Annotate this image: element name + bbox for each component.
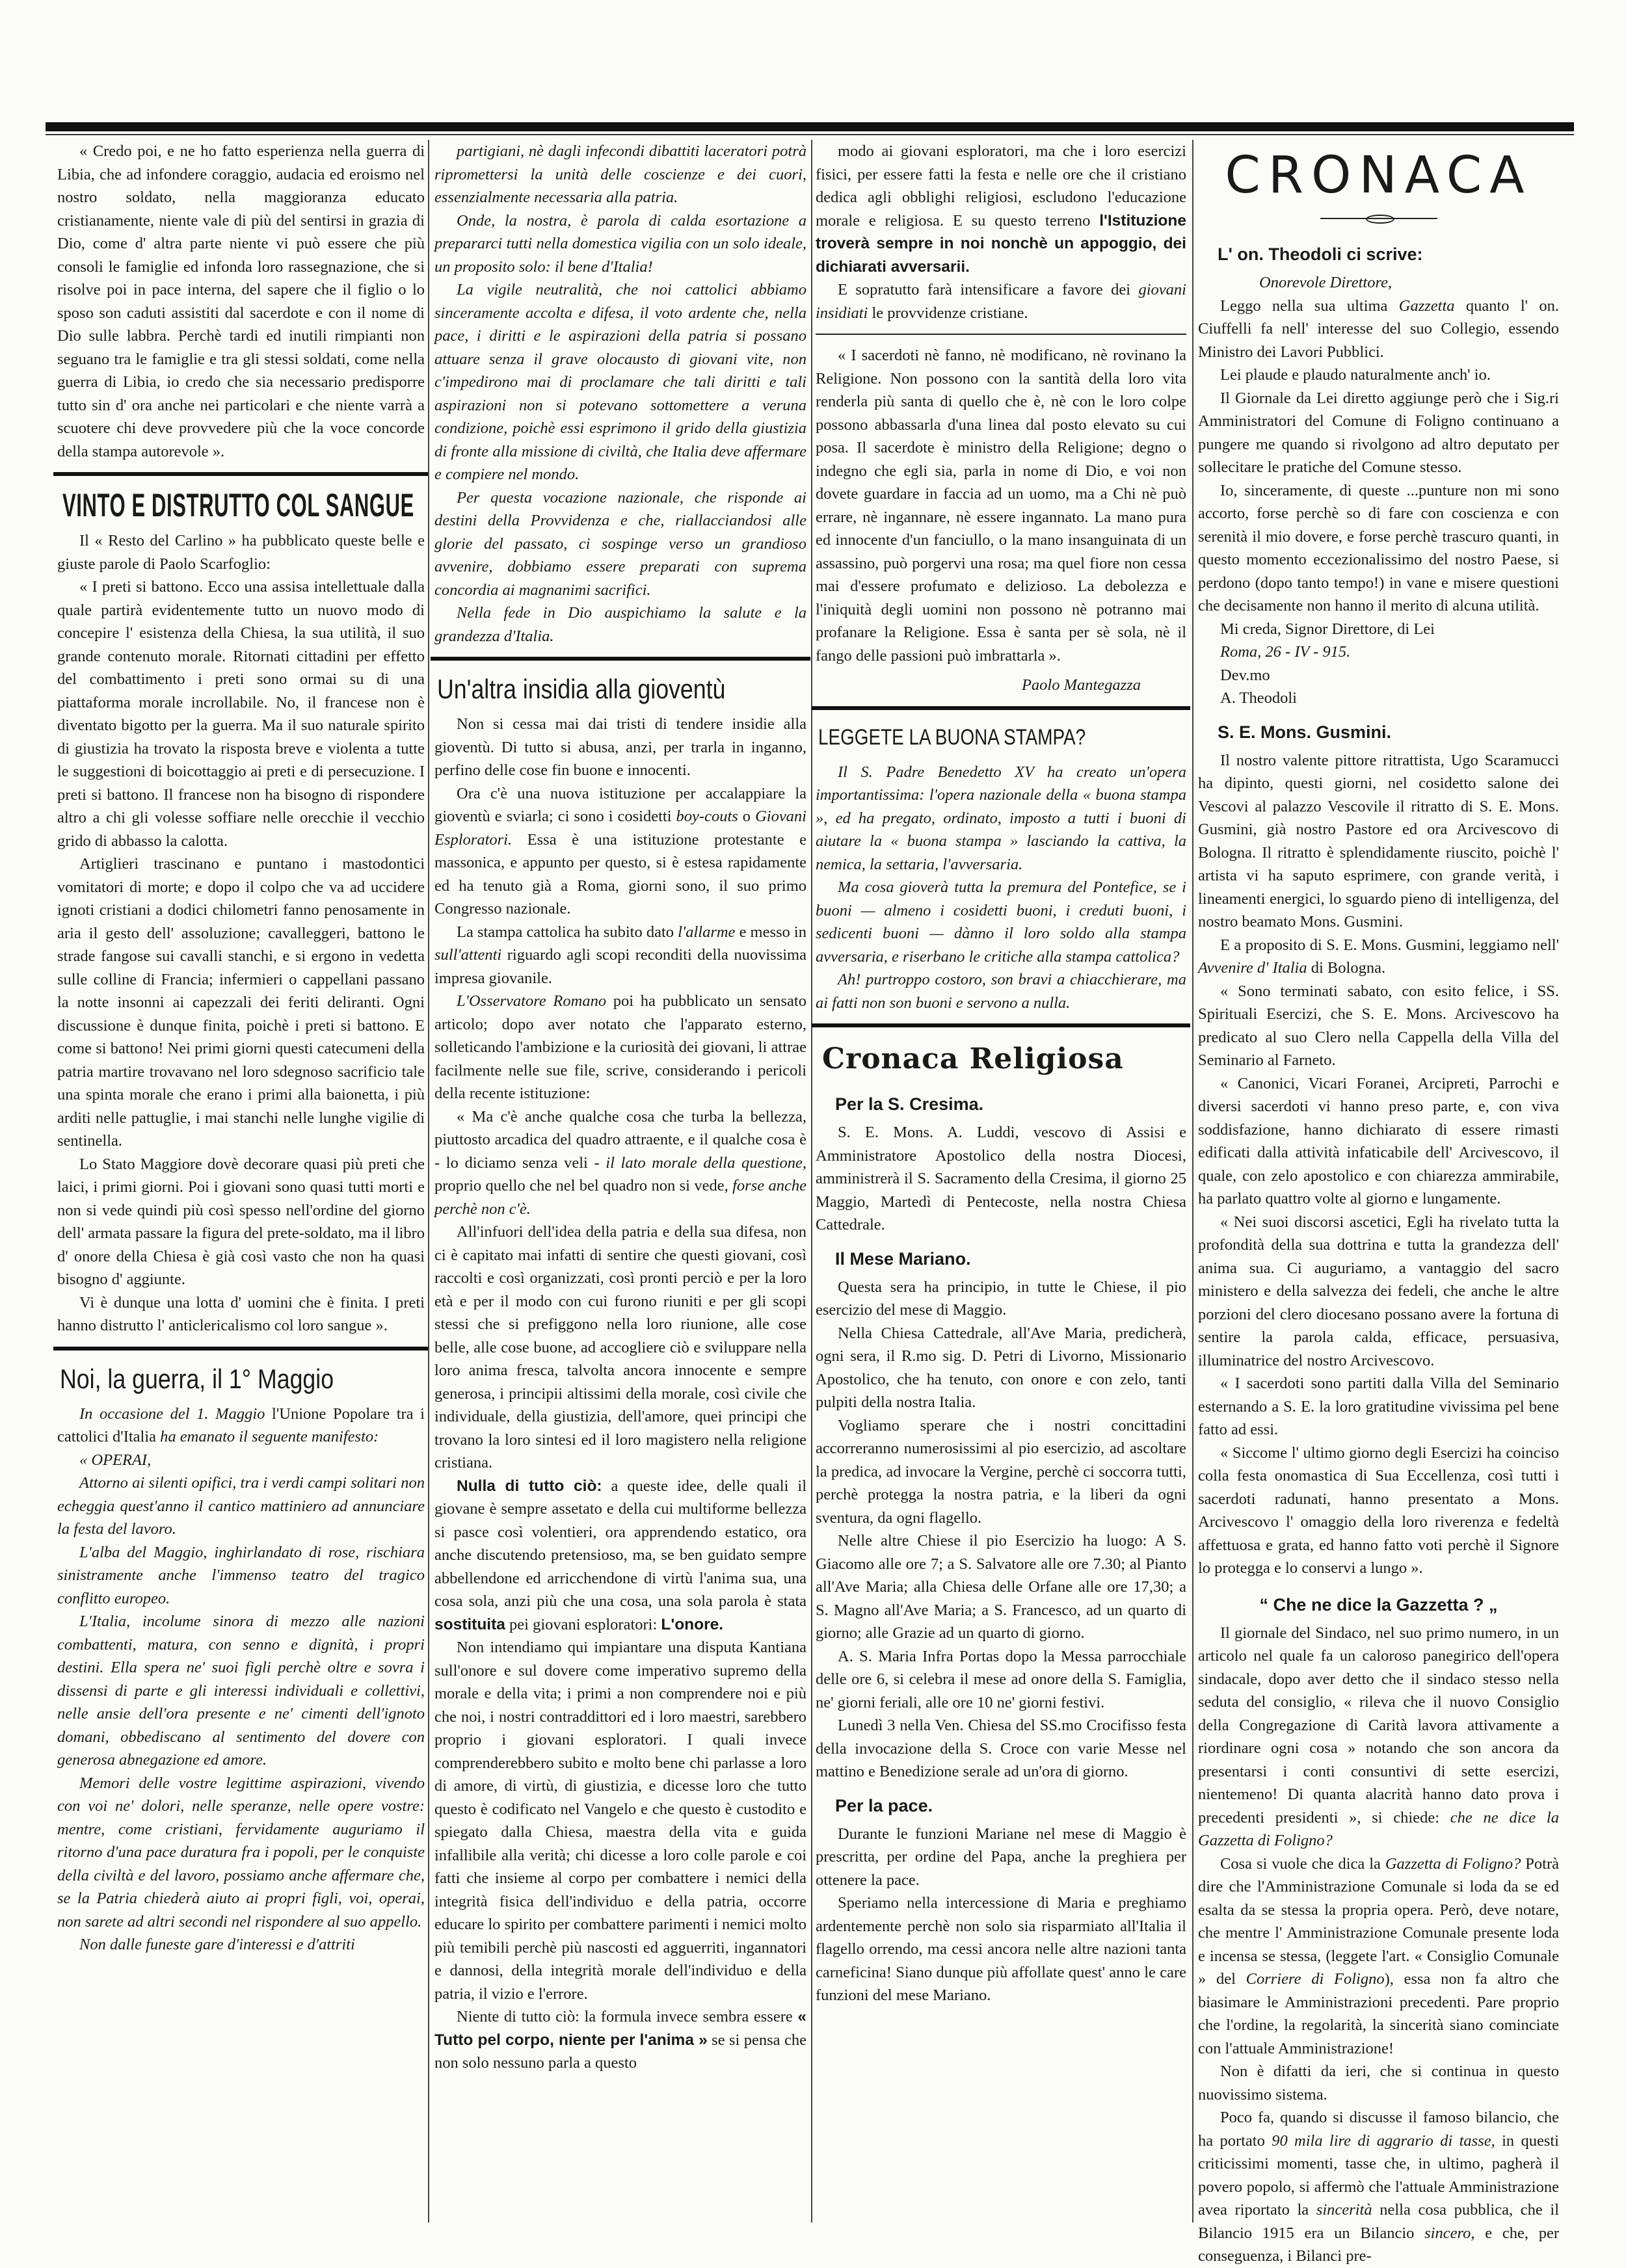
paragraph: « I preti si battono. Ecco una assisa intellettuale dalla quale partirà evidentemente tutto un nuovo modo di concepire l' esistenza della Chiesa, la sua utilità, il suo grande contenuto morale. Ritornati cittadini per effetto del combattimento i preti sono ormai su di una piattaforma morale incrollabile. No, il francese non è diventato bigotto per la guerra. Ma il suo naturale spirito di giustizia ha trovato la risposta breve e violenta a tutte le suggestioni di boicottaggio ai preti e di persecuzione. I preti si battono. Il francese non ha bisogno di rispondere altro a chi gli volesse soffiare nelle orecchie il vecchio grido di abbasso la calotta. — [57, 578, 425, 850]
paragraph — [816, 278, 1186, 324]
column-1 — [57, 140, 425, 2222]
ornament-divider — [1320, 218, 1437, 219]
paragraph — [1198, 934, 1559, 980]
article-headline: VINTO E DISTRUTTO COL SANGUE — [62, 487, 414, 523]
paragraph: Lunedì 3 nella Ven. Chiesa del SS.mo Crocifisso festa della invocazione della S. Croce con varie Messe nel mattino e Benedizione serale ad un'ora di giorno. — [816, 1717, 1186, 1780]
text-run: Nulla di tutto ciò: — [457, 1477, 602, 1495]
text-run: sull'attenti — [434, 946, 502, 964]
paragraph: « Nei suoi discorsi ascetici, Egli ha rivelato tutta la profondità della sua dottrina e tutta la grandezza dell' anima sua. Ci auguriamo, a vantaggio del sacro ministero e della salvezza dei fedeli, che anche le altre porzioni del clero diocesano possano avere la fortuna di sentire la parola calda, efficace, persuasiva, illuminatrice del nostro Arcivescovo. — [1198, 1213, 1559, 1369]
text-run: di Bologna. — [1307, 959, 1386, 977]
column-divider — [1192, 140, 1193, 2222]
text-run: Corriere di Foligno — [1246, 1970, 1385, 1988]
paragraph — [434, 2005, 806, 2075]
paragraph — [434, 1105, 806, 1221]
section-header: Cronaca Religiosa — [822, 1042, 1124, 1075]
paragraph: Mi creda, Signor Direttore, di Lei — [1220, 620, 1435, 638]
text-run: e messo in — [735, 923, 806, 941]
section-masthead: CRONACA — [1225, 146, 1532, 205]
text-run: Gazzetta — [1398, 297, 1455, 315]
text-run: e che, per conseguenza, i Bilanci pre- — [1198, 2224, 1559, 2265]
paragraph — [1198, 1853, 1559, 2061]
paragraph: Per questa vocazione nazionale, che risponde ai destini della Provvidenza e che, riallacciandosi alle glorie del passato, ci sospinge verso un grandioso avvenire, dobbiamo essere preparati con suprema concordia ai magnanimi sacrifici. — [434, 488, 806, 599]
text-run: L'Osservatore Romano — [457, 992, 607, 1010]
column-3 — [816, 140, 1186, 2222]
text-run: forse anche perchè non c'è. — [434, 1177, 807, 1218]
paragraph: L'alba del Maggio, inghirlandato di rose, rischiara sinistramente anche l'immenso teatro del tragico conflitto europeo. — [57, 1543, 425, 1607]
paragraph: Ah! purtroppo costoro, son bravi a chiacchierare, ma ai fatti non son buoni e servono a nulla. — [816, 971, 1186, 1012]
paragraph: Il S. Padre Benedetto XV ha creato un'opera importantissima: l'opera nazionale della « buona stampa », ed ha pregato, ordinato, imposto a tutti i buoni di aiutare la « buona stampa » lasciando la cattiva, la nemica, la settaria, l'avversaria. — [816, 763, 1186, 873]
paragraph: partigiani, nè dagli infecondi dibattiti laceratori potrà ripromettersi la unità delle coscienze e dei cuori, essenzialmente necessaria alla patria. — [434, 142, 806, 206]
text-run: Leggo nella sua ultima — [1220, 297, 1399, 315]
text-run: Il giornale del Sindaco, nel suo primo numero, in un articolo nel quale fa un caloroso panegirico dell'opera sindacale, dopo aver detto che il sindaco stesso nella seduta del consiglio, « rileva che il nuovo Consiglio della Congregazione di Carità lavora attivamente a riordinare ogni cosa » notando che son ancora da presentarsi i conti consuntivi di sette esercizi, nientemeno! Di quanta alacrità hanno dato prova i precedenti presidenti », si chiede: — [1198, 1624, 1559, 1826]
text-run: l'Istituzione troverà sempre in noi nonchè un appoggio, dei dichiarati avversarii. — [816, 211, 1186, 276]
text-run: a queste idee, delle quali il giovane è sempre assetato e della cui multiforme bellezza si pasce così volentieri, ora apprendendo estatico, ora anche discutendo pretensioso, ma, se ben guidato sempre abbellendone ed arricchendone di virtù l'anima sua, una cosa sola, anzi più che una cosa, una sola parola è stata — [434, 1477, 807, 1610]
letter-closing: Dev.mo — [1220, 666, 1270, 684]
paragraph: Onde, la nostra, è parola di calda esortazione a prepararci tutti nella domestica vigilia con un solo ideale, un proposito solo: il bene d'Italia! — [434, 211, 806, 276]
paragraph: Lei plaude e plaudo naturalmente anch' io. — [1220, 366, 1491, 384]
paragraph — [1198, 1622, 1559, 1853]
column-divider — [811, 140, 812, 2222]
paragraph: Nella Chiesa Cattedrale, all'Ave Maria, predicherà, ogni sera, il R.mo sig. D. Petri di Livorno, Missionario Apostolico, che ha tenuto, con onore e con zelo, tanti pulpiti della nostra Italia. — [816, 1324, 1186, 1411]
text-run: modo ai giovani esploratori, ma che i loro esercizi fisici, per essere fatti la festa e nelle ore che il cristiano dedica agli obblighi religiosi, escludono l'educazione morale e religiosa. E su questo terreno — [816, 142, 1186, 230]
paragraph: Il nostro valente pittore ritrattista, Ugo Scaramucci ha dipinto, questi giorni, nel cosidetto salone dei Vescovi al palazzo Vescovile il ritratto di S. E. Mons. Gusmini, già nostro Pastore ed ora Arcivescovo di Bologna. Il ritratto è splendidamente riuscito, poichè l' artista vi ha saputo esprimere, con grande verità, i lineamenti energici, lo sguardo pieno di intelligenza, del nostro beamato Mons. Gusmini. — [1198, 751, 1559, 930]
text-run: Potrà dire che l'Amministrazione Comunale si loda da se ed esalta da se stessa la propria opera. Però, deve notare, che mentre l' Amministrazione Comunale presente loda e incensa se stessa, (leggete l'art. « Consiglio Comunale » del — [1198, 1854, 1559, 1988]
paragraph — [1198, 295, 1559, 364]
text-run: Gazzetta di Foligno? — [1385, 1854, 1521, 1873]
subheading: Il Mese Mariano. — [835, 1248, 971, 1269]
text-run: Essa è una istituzione protestante e massonica, e appunto per questo, si è estesa rapidamente ed ha tenuto già a Roma, giorni sono, il suo primo Congresso nazionale. — [434, 830, 806, 917]
article-headline: Un'altra insidia alla gioventù — [437, 674, 726, 704]
text-run: sincero, — [1424, 2224, 1475, 2242]
text-run: E a proposito di S. E. Mons. Gusmini, leggiamo nell' — [1220, 936, 1559, 954]
paragraph: Ma cosa gioverà tutta la premura del Pontefice, se i buoni — almeno i cosidetti buoni, i creduti buoni, i sedicenti buoni — dànno il loro soldo alla stampa avversaria, e riserbano le critiche alla stampa cattolica? — [816, 878, 1186, 966]
text-run: in questi criticissimi momenti, tasse che, in ultimo, pagherà il povero popolo, si affermò che l'attuale Amministrazione avea riportato la — [1198, 2131, 1559, 2219]
paragraph: « OPERAI, — [79, 1451, 152, 1469]
text-run: L'onore. — [661, 1615, 724, 1633]
paragraph: L'Italia, incolume sinora di mezzo alle nazioni combattenti, matura, con senno e dignità, i propri destini. Ella spera ne' suoi figli perchè oltre e sovra i dissensi di parte e gli interessi individuali e collettivi, nelle ansie dell'ora presente e ne' cimenti dell'ignoto domani, obbediscano al sentimento del dovere con generosa abnegazione ed amore. — [57, 1613, 425, 1769]
letter-closing: A. Theodoli — [1220, 689, 1297, 707]
author-signature: Paolo Mantegazza — [1021, 676, 1141, 694]
paragraph: Vi è dunque una lotta d' uomini che è finita. I preti hanno distrutto l' anticlericalismo col loro sangue ». — [57, 1293, 425, 1334]
section-divider — [53, 1347, 429, 1351]
text-run: il lato morale della questione, — [606, 1154, 806, 1172]
subheading: Per la S. Cresima. — [835, 1094, 984, 1114]
paragraph — [434, 921, 806, 990]
paragraph: Questa sera ha principio, in tutte le Chiese, il pio esercizio del mese di Maggio. — [816, 1278, 1186, 1319]
column-divider — [428, 140, 429, 2222]
masthead-top-rule-thin — [46, 134, 1574, 135]
paragraph: All'infuori dell'idea della patria e della sua difesa, non ci è capitato mai infatti di sentire che questi giovani, così raccolti e così organizzati, così pronti perciò e per la loro età e per il modo con cui furono riuniti e per gli scopi stessi che si prefiggono nella loro riunione, alle cose belle, alle cose buone, ad accogliere ciò e sviluppare nella loro anima fresca, talvolta ancora innocente e sempre generosa, i principii altissimi della morale, così civile che individuale, della giustizia, dell'amore, quei principi che trovano la loro sintesi ed il loro magistero nella religione cristiana. — [434, 1223, 806, 1471]
column-4 — [1198, 140, 1559, 2265]
text-run: riguardo agli scopi reconditi della nuovissima impresa giovanile. — [434, 946, 806, 987]
paragraph — [816, 140, 1186, 278]
paragraph — [434, 990, 806, 1105]
section-divider — [53, 472, 429, 476]
text-run: Cosa si vuole che dica la — [1220, 1854, 1385, 1873]
paragraph: Speriamo nella intercessione di Maria e preghiamo ardentemente perchè non solo sia risparmiato all'Italia il flagello orrendo, ma cessi ancora nelle altre nazioni tanta carneficina! Siano dunque più affollate quest' anno le care funzioni del mese Mariano. — [816, 1894, 1186, 2004]
article-headline: Noi, la guerra, il 1° Maggio — [60, 1363, 334, 1394]
text-run: giovani insidiati — [816, 281, 1186, 322]
paragraph: « Siccome l' ultimo giorno degli Esercizi ha coinciso colla festa onomastica di Sua Eccellenza, così tutti i sacerdoti radunati, hanno presentato a Mons. Arcivescovo l' omaggio della loro riverenza e fedeltà affettuosa e grata, ed hanno fatto voti perchè il Signore lo protegga e lo conservi a lungo ». — [1198, 1444, 1559, 1577]
article-headline: LEGGETE LA BUONA STAMPA? — [818, 724, 1086, 750]
paragraph: Nella fede in Dio auspichiamo la salute e la grandezza d'Italia. — [434, 604, 806, 645]
text-run: Ora c'è una nuova istituzione per accalappiare la gioventù e sviarla; ci sono i cosidetti — [434, 784, 806, 825]
text-run: l'Unione Popolare tra i cattolici d'Italia — [57, 1404, 425, 1445]
column-2 — [434, 140, 806, 2222]
text-run: l'allarme — [678, 923, 736, 941]
paragraph: A. S. Maria Infra Portas dopo la Messa parrocchiale delle ore 6, si celebra il mese ad onore della S. Famiglia, ne' giorni feriali, alle ore 10 ne' giorni festivi. — [816, 1647, 1186, 1711]
paragraph: Il « Resto del Carlino » ha pubblicato queste belle e giuste parole di Paolo Scarfoglio: — [57, 532, 425, 573]
paragraph: « Credo poi, e ne ho fatto esperienza nella guerra di Libia, che ad infondere coraggio, audacia ed eroismo nel nostro soldato, nella maggioranza educato cristianamente, niente vale di più del sentirsi in grazia di Dio, come d' altra parte niente vi può essere che più consoli le famiglie ed infonda loro rassegnazione, che si risolve poi in pace interna, del sapere che il figlio o lo sposo son caduti assistiti dal sacerdote e con il nome di Dio sulle labbra. Perchè tardi ed inutili rimpianti non seguano tra le famiglie e tra gli stessi soldati, come nella guerra di Libia, io credo che sia necessario predisporre tutto sin d' ora anche nei particolari e che niente varrà a scuotere chi deve provvedere più che la voce concorde della stampa autorevole ». — [57, 142, 425, 460]
text-run: ha emanato il seguente manifesto: — [156, 1428, 379, 1445]
section-divider — [816, 334, 1186, 335]
paragraph: « I sacerdoti sono partiti dalla Villa del Seminario esternando a S. E. la loro gratitudine vivissima pel bene fatto ad essi. — [1198, 1375, 1559, 1438]
paragraph: Nelle altre Chiese il pio Esercizio ha luogo: A S. Giacomo alle ore 7; a S. Salvatore alle ore 7.30; al Pianto all'Ave Maria; alla Chiesa delle Orfane alle ore 17,30; a S. Magno all'Ave Maria; a S. Francesco, ad un quarto di giorno; alle Grazie ad un quarto di giorno. — [816, 1532, 1186, 1642]
paragraph: La vigile neutralità, che noi cattolici abbiamo sinceramente accolta e difesa, il voto ardente che, nella pace, i diritti e le aspirazioni della patria si possano attuare senza il grave olocausto di giovani vite, non c'impedirono mai di proclamare che tali diritti e tali aspirazioni non si potevano sottomettere a veruna condizione, poichè essi esprimono il grido della giustizia di fronte alla missione di civiltà, che Italia deve affermare e compiere nel mondo. — [434, 281, 806, 483]
subheading: L' on. Theodoli ci scrive: — [1218, 244, 1423, 264]
paragraph: Non dalle funeste gare d'interessi e d'attriti — [79, 1936, 355, 1953]
text-run: sincerità — [1316, 2201, 1372, 2219]
text-run: se si pensa che non solo nessuno parla a questo — [434, 2031, 806, 2072]
text-run: Avvenire d' Italia — [1198, 959, 1307, 977]
paragraph — [1198, 2106, 1559, 2268]
paragraph: S. E. Mons. A. Luddi, vescovo di Assisi e Amministratore Apostolico della nostra Diocesi, amministrerà il S. Sacramento della Cresima, il giorno 25 Maggio, Martedì di Pentecoste, nella nostra Chiesa Cattedrale. — [816, 1124, 1186, 1233]
subheading: “ Che ne dice la Gazzetta ? „ — [1259, 1594, 1498, 1615]
text-run: proprio quello che nel bel quadro non si vede, — [434, 1177, 733, 1194]
paragraph — [434, 782, 806, 921]
paragraph: Memori delle vostre legittime aspirazioni, vivendo con voi ne' dolori, nelle speranze, nelle opere vostre: mentre, come cristiani, fervidamente auguriamo il ritorno d'una pace duratura fra i popoli, per le conquiste della civiltà e del lavoro, possiamo anche affermare che, se la Patria chiederà aiuto ai propri figli, voi, operai, non sarete ad altri secondi nel rispondere al suo appello. — [57, 1774, 425, 1931]
text-run: o — [738, 808, 756, 825]
paragraph: « Sono terminati sabato, con esito felice, i SS. Spirituali Esercizi, che S. E. Mons. Arcivescovo ha predicato al suo Clero nella Cappella della Villa del Seminario al Farneto. — [1198, 982, 1559, 1069]
text-run: pei giovani esploratori: — [505, 1615, 661, 1633]
text-run: boy-couts — [676, 808, 738, 825]
text-run: La stampa cattolica ha subito dato — [457, 923, 678, 941]
text-run: 90 mila lire di aggrario di tasse, — [1272, 2131, 1495, 2150]
text-run: In occasione del 1. Maggio — [79, 1404, 273, 1423]
text-run: quanto l' on. Ciuffelli fa nell' interesse del suo Collegio, essendo Ministro dei Lavori Pubblici. — [1198, 297, 1559, 361]
subheading: S. E. Mons. Gusmini. — [1218, 722, 1392, 742]
paragraph: Attorno ai silenti opifici, tra i verdi campi solitari non echeggia quest'anno il cantico mattiniero ad annunciare la festa del lavoro. — [57, 1474, 425, 1538]
paragraph: Roma, 26 - IV - 915. — [1220, 643, 1351, 661]
paragraph: Non si cessa mai dai tristi di tendere insidie alla gioventù. Di tutto si abusa, anzi, per trarla in inganno, perfino delle cose fin buone e innocenti. — [434, 715, 806, 779]
subheading: Per la pace. — [835, 1795, 933, 1815]
text-run: E sopratutto farà intensificare a favore dei — [838, 281, 1139, 298]
text-run: Poco fa, quando si discusse il famoso bilancio, che ha portato — [1198, 2109, 1559, 2150]
paragraph: Io, sinceramente, di queste ...punture non mi sono accorto, forse perchè so di fare con coscienza e con serenità il mio dovere, e forse perchè trascuro quanti, in questo momento eccezionalissimo del nostro Paese, si perdono (dopo tanto tempo!) in vane e misere questioni che decisamente non hanno il merito di alcuna utilità. — [1198, 481, 1559, 614]
text-run: che ne dice la Gazzetta di Foligno? — [1198, 1808, 1559, 1849]
paragraph: Il Giornale da Lei diretto aggiunge però che i Sig.ri Amministratori del Comune di Foligno continuano a pungere me quando si rivolgono ad altro deputato per sollecitare le pratiche del Comune stesso. — [1198, 389, 1559, 476]
text-run: Niente di tutto ciò: la formula invece sembra essere — [457, 2008, 798, 2025]
text-run: ), essa non fa altro che biasimare le Amministrazioni precedenti. Pare proprio che l'ordine, la regolarità, la sincerità siano cominciate con l'attuale Amministrazione! — [1198, 1970, 1559, 2057]
paragraph: Durante le funzioni Mariane nel mese di Maggio è prescritta, per ordine del Papa, anche la preghiera per ottenere la pace. — [816, 1825, 1186, 1889]
text-run: « Tutto pel corpo, niente per l'anima » — [434, 2008, 806, 2049]
paragraph: « I sacerdoti nè fanno, nè modificano, nè rovinano la Religione. Non possono con la santità della loro vita renderla più santa di quello che è, nè con le loro colpe possono abbassarla d'una linea dal posto elevato su cui posa. Il sacerdote è ministro della Religione; degno o indegno che egli sia, parla in nome di Dio, e voi non dovete guardare in faccia ad un uomo, ma a Chi nè può errare, nè ingannare, nè essere ingannato. La mano pura ed innocente d'un fanciullo, o la mano insanguinata di un assassino, può porgervi una rosa; ma quel fiore non cessa mai d'essere profumato e delizioso. La debolezza e l'iniquità degli uomini non possono nè potranno mai profanare la Religione. Essa è santa per sè sola, nè il fango delle passioni può imbrattarla ». — [816, 347, 1186, 665]
masthead-top-rule — [46, 122, 1574, 131]
text-run: sostituita — [434, 1615, 505, 1633]
section-divider — [431, 657, 810, 661]
text-run: poi ha pubblicato un sensato articolo; dopo aver notato che l'apparato esterno, solleticando l'ambizione e la curiosità dei giovani, li attrae facilmente nelle sue file, scrive, considerando i pericoli della recente istituzione: — [434, 992, 806, 1102]
text-run: le provvidenze cristiane. — [868, 304, 1028, 322]
paragraph: « Canonici, Vicari Foranei, Arcipreti, Parrochi e diversi sacerdoti vi hanno preso parte, e, con viva soddisfazione, hanno dichiarato di essere rimasti edificati dalla attività infaticabile dell' Arcivescovo, il quale, con zelo apostolico e con chiarezza ammirabile, ha parlato quattro volte al giorno e lungamente. — [1198, 1074, 1559, 1207]
paragraph: Lo Stato Maggiore dovè decorare quasi più preti che laici, i primi giorni. Poi i giovani sono quasi tutti morti e non si vede quindi più così spesso nell'ordine del giorno dell' armata passare la figura del prete-soldato, ma il libro d' onore della Chiesa è già così vasto che non ha quasi bisogno d' aggiunte. — [57, 1155, 425, 1288]
paragraph: Artiglieri trascinano e puntano i mastodontici vomitatori di morte; e dopo il colpo che va ad uccidere ignoti cristiani a dodici chilometri fanno penosamente in aria il gesto dell' assoluzione; cavalleggeri, battono le strade fangose sui cavalli stanchi, e si ergono in vedetta sulle colline di Francia; infermieri o cappellani passano la notte insonni ai capezzali dei feriti deliranti. Ogni discussione è dunque finita, poichè i preti si battono. E come si battono! Nei primi giorni questi catecumeni della patria martire trovavano nel loro sdegnoso sacrificio tale una spinta morale che erano i primi alla baionetta, i più arditi nelle pattuglie, i mai stanchi nelle lunghe vigilie di sentinella. — [57, 855, 425, 1150]
text-run: Giovani Esploratori. — [434, 808, 806, 849]
paragraph — [434, 1475, 806, 1637]
section-divider — [812, 706, 1190, 710]
section-divider — [812, 1023, 1190, 1027]
text-run: « Ma c'è anche qualche cosa che turba la bellezza, piuttosto arcadica del quadro attraente, e il qualche cosa è - lo diciamo senza veli - — [434, 1107, 806, 1172]
paragraph — [57, 1403, 425, 1449]
paragraph: Vogliamo sperare che i nostri concittadini accorreranno numerosissimi al pio esercizio, ad ascoltare la predica, ad invocare la Vergine, perchè ci soccorra tutti, perchè protegga la nostra patria, e la liberi da ogni sventura, da ogni flagello. — [816, 1416, 1186, 1527]
paragraph: Non intendiamo qui impiantare una disputa Kantiana sull'onore e sul dovere come imperativo supremo della morale e della vita; i primi a non comprendere noi e più che noi, i nostri contraddittori ed i loro maestri, sarebbero proprio i giovani esploratori. I quali invece comprenderebbero subito e molto bene chi parlasse a loro di amore, di virtù, di giustizia, e dicesse loro che tutto questo è codificato nel Vangelo e che questo è custodito e spiegato dalla Chiesa, maestra della vita e guida infallibile alla verità; chi dicesse a loro colle parole e coi fatti che insieme al corpo per combattere i nemici della integrità fisica dell'individuo e della patria, occorre educare lo spirito per combattere parimenti i nemici molto più temibili perchè più nascosti ed agguerriti, ingannatori e dannosi, della integrità morale dell'individuo e della patria, il vizio e l'errore. — [434, 1639, 806, 2003]
paragraph: Non è difatti da ieri, che si continua in questo nuovissimo sistema. — [1198, 2063, 1559, 2103]
text-run: nella cosa pubblica, che il Bilancio 1915 era un Bilancio — [1198, 2201, 1559, 2242]
salutation: Onorevole Direttore, — [1259, 274, 1393, 291]
